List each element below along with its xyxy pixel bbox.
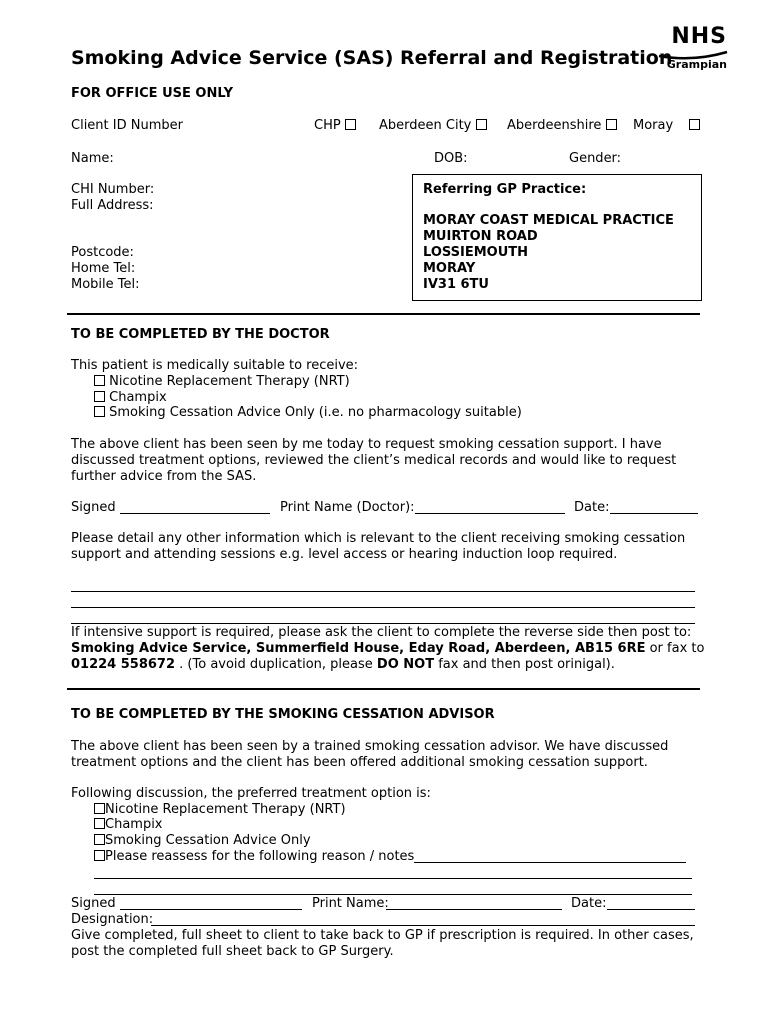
statement-line: The above client has been seen by a trained smoking cessation advisor. We have discussed xyxy=(71,739,669,754)
doctor-signature-line[interactable] xyxy=(120,513,270,514)
gp-line: MUIRTON ROAD xyxy=(423,229,538,244)
doctor-statement xyxy=(71,437,676,485)
advisor-print-name-line[interactable] xyxy=(386,909,562,910)
name-label: Name: xyxy=(71,151,114,166)
gp-line: LOSSIEMOUTH xyxy=(423,245,529,260)
doctor-signed-label: Signed xyxy=(71,500,116,515)
doctor-heading: TO BE COMPLETED BY THE DOCTOR xyxy=(71,327,330,342)
advisor-signature-line[interactable] xyxy=(120,909,302,910)
detail-line: Please detail any other information which is relevant to the client receiving smoking cessation xyxy=(71,531,686,546)
doctor-print-name-label: Print Name (Doctor): xyxy=(280,500,415,515)
aberdeenshire-checkbox[interactable] xyxy=(606,119,617,130)
detail-write-line[interactable] xyxy=(71,623,695,624)
champix-checkbox[interactable] xyxy=(94,818,105,829)
intensive-line: If intensive support is required, please ask the client to complete the reverse side then post to: xyxy=(71,625,692,640)
nrt-checkbox[interactable] xyxy=(94,803,105,814)
doctor-date-label: Date: xyxy=(574,500,610,515)
advisor-signed-label: Signed xyxy=(71,896,116,911)
doctor-option-champix[interactable] xyxy=(94,390,167,405)
final-line: post the completed full sheet back to GP Surgery. xyxy=(71,944,394,959)
advice-checkbox[interactable] xyxy=(94,834,105,845)
notes-write-line[interactable] xyxy=(94,878,692,879)
designation-label: Designation: xyxy=(71,912,154,927)
option-label: Champix xyxy=(109,390,167,405)
detail-write-line[interactable] xyxy=(71,591,695,592)
moray-label: Moray xyxy=(633,118,674,133)
advice-checkbox[interactable] xyxy=(94,406,105,417)
aberdeen-city-option[interactable] xyxy=(379,118,487,133)
gp-line: MORAY xyxy=(423,261,476,276)
intensive-line xyxy=(71,657,704,673)
option-label: Please reassess for the following reason / notes xyxy=(105,849,415,864)
advisor-statement xyxy=(71,739,668,771)
postcode-label: Postcode: xyxy=(71,245,134,260)
gender-label: Gender: xyxy=(569,151,622,166)
option-label: Champix xyxy=(105,817,163,832)
statement-line: discussed treatment options, reviewed the client’s medical records and would like to request xyxy=(71,453,677,468)
aberdeenshire-option[interactable] xyxy=(507,118,617,133)
client-id-label: Client ID Number xyxy=(71,118,183,133)
home-tel-label: Home Tel: xyxy=(71,261,136,276)
designation-line[interactable] xyxy=(151,925,695,926)
advisor-option-nrt[interactable] xyxy=(94,802,346,817)
office-heading: FOR OFFICE USE ONLY xyxy=(71,86,233,101)
do-not-text: DO NOT xyxy=(376,657,435,672)
chp-checkbox[interactable] xyxy=(345,119,356,130)
gp-line: MORAY COAST MEDICAL PRACTICE xyxy=(423,213,674,228)
intensive-support-text xyxy=(71,625,704,673)
reassess-notes-line[interactable] xyxy=(414,862,686,863)
chp-label: CHP xyxy=(314,118,341,133)
gp-practice-box xyxy=(412,174,702,301)
doctor-print-name-line[interactable] xyxy=(415,513,565,514)
advisor-intro: Following discussion, the preferred treatment option is: xyxy=(71,786,431,801)
advisor-print-name-label: Print Name: xyxy=(312,896,389,911)
aberdeen-city-label: Aberdeen City xyxy=(379,118,472,133)
moray-option[interactable] xyxy=(633,118,700,133)
detail-line: support and attending sessions e.g. level access or hearing induction loop required. xyxy=(71,547,618,562)
section-divider xyxy=(67,688,700,690)
nhs-grampian-logo xyxy=(650,24,735,72)
option-label: Nicotine Replacement Therapy (NRT) xyxy=(109,374,350,389)
fax-number: 01224 558672 xyxy=(71,657,176,672)
option-label: Smoking Cessation Advice Only (i.e. no pharmacology suitable) xyxy=(109,405,522,420)
doctor-option-nrt[interactable] xyxy=(94,374,350,389)
doctor-option-advice[interactable] xyxy=(94,405,522,420)
champix-checkbox[interactable] xyxy=(94,391,105,402)
intensive-line xyxy=(71,641,704,657)
statement-line: treatment options and the client has been offered additional smoking cessation support. xyxy=(71,755,648,770)
final-line: Give completed, full sheet to client to take back to GP if prescription is required. In other cases, xyxy=(71,928,694,943)
gp-line: IV31 6TU xyxy=(423,277,489,292)
address-label: Full Address: xyxy=(71,198,154,213)
detail-instructions xyxy=(71,531,685,563)
notes-write-line[interactable] xyxy=(94,894,692,895)
aberdeenshire-label: Aberdeenshire xyxy=(507,118,602,133)
chi-label: CHI Number: xyxy=(71,182,155,197)
sas-address: Smoking Advice Service, Summerfield House, Eday Road, Aberdeen, AB15 6RE xyxy=(71,641,646,656)
statement-line: further advice from the SAS. xyxy=(71,469,257,484)
advisor-date-line[interactable] xyxy=(607,909,695,910)
reassess-checkbox[interactable] xyxy=(94,850,105,861)
option-label: Nicotine Replacement Therapy (NRT) xyxy=(105,802,346,817)
doctor-intro: This patient is medically suitable to receive: xyxy=(71,358,359,373)
nrt-checkbox[interactable] xyxy=(94,375,105,386)
chp-option[interactable] xyxy=(314,118,356,133)
statement-line: The above client has been seen by me today to request smoking cessation support. I have xyxy=(71,437,662,452)
fax-text: or fax to xyxy=(645,641,705,656)
doctor-date-line[interactable] xyxy=(610,513,698,514)
advisor-option-advice[interactable] xyxy=(94,833,311,848)
option-label: Smoking Cessation Advice Only xyxy=(105,833,311,848)
advisor-heading: TO BE COMPLETED BY THE SMOKING CESSATION ADVISOR xyxy=(71,707,495,722)
aberdeen-city-checkbox[interactable] xyxy=(476,119,487,130)
gp-practice-label: Referring GP Practice: xyxy=(423,182,587,197)
mobile-tel-label: Mobile Tel: xyxy=(71,277,140,292)
section-divider xyxy=(67,313,700,315)
advisor-option-champix[interactable] xyxy=(94,817,163,832)
dup-note-end: fax and then post orinigal). xyxy=(434,657,615,672)
final-instructions xyxy=(71,928,694,960)
dup-note: . (To avoid duplication, please xyxy=(175,657,377,672)
detail-write-line[interactable] xyxy=(71,607,695,608)
page-title: Smoking Advice Service (SAS) Referral and Registration xyxy=(71,47,673,69)
logo-nhs-text: NHS xyxy=(671,24,727,49)
dob-label: DOB: xyxy=(434,151,468,166)
advisor-date-label: Date: xyxy=(571,896,607,911)
moray-checkbox[interactable] xyxy=(689,119,700,130)
logo-region-text: Grampian xyxy=(666,58,727,71)
advisor-option-reassess[interactable] xyxy=(94,849,414,864)
